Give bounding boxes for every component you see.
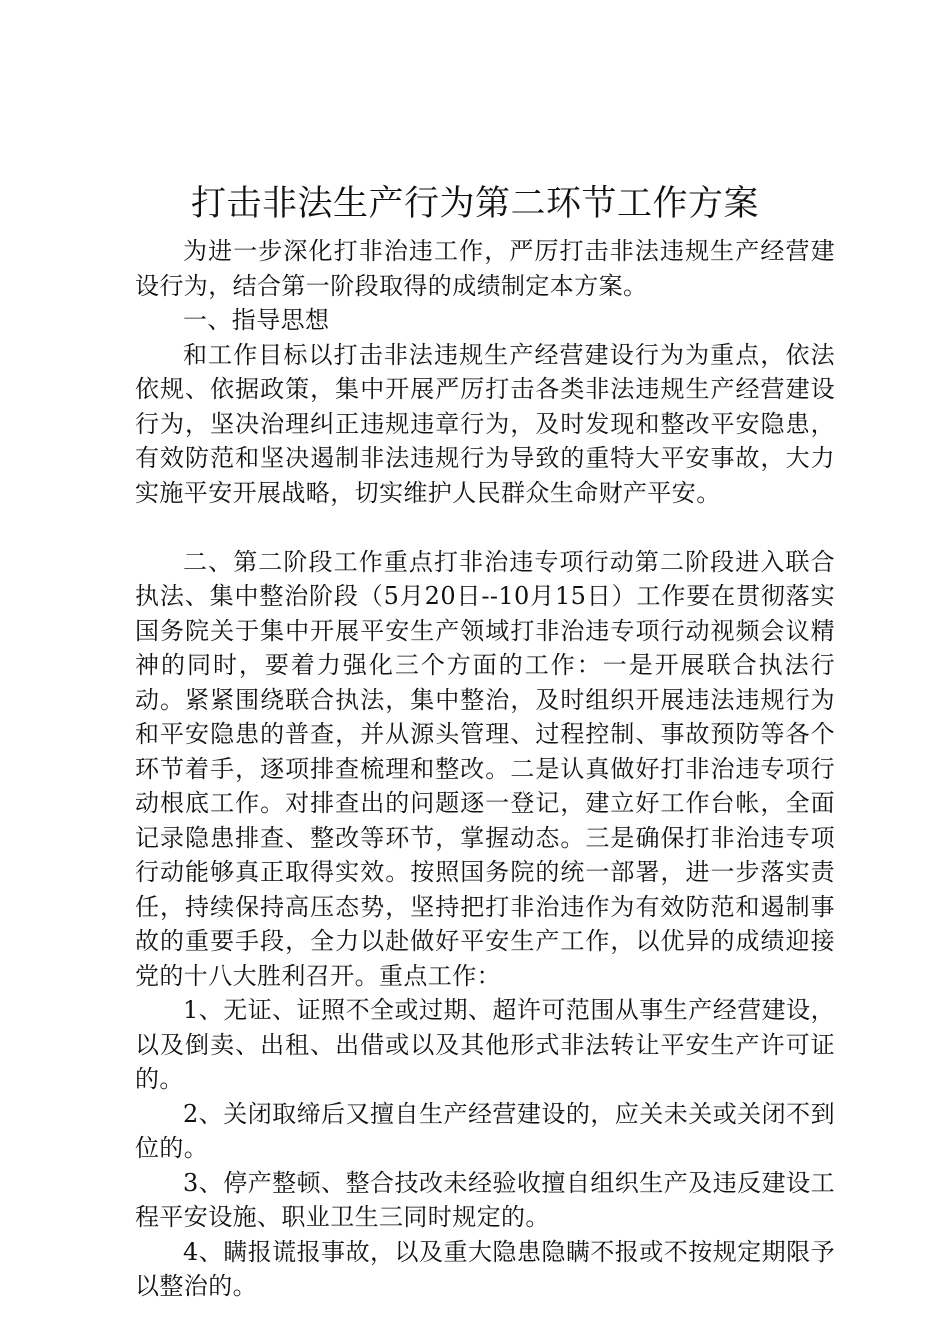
goals-paragraph: 和工作目标以打击非法违规生产经营建设行为为重点，依法依规、依据政策，集中开展严厉打击各类非法违规生产经营建设行为，坚决治理纠正违规违章行为，及时发现和整改平安隐患，有效防范和坚决遏制非法违规行为导致的重特大平安事故，大力实施平安开展战略，切实维护人民群众生命财产平安。 (135, 340, 835, 507)
key-item-3: 3、停产整顿、整合技改未经验收擅自组织生产及违反建设工程平安设施、职业卫生三同时规定的。 (135, 1168, 835, 1231)
key-item-4: 4、瞒报谎报事故，以及重大隐患隐瞒不报或不按规定期限予以整治的。 (135, 1237, 835, 1300)
key-item-2: 2、关闭取缔后又擅自生产经营建设的，应关未关或关闭不到位的。 (135, 1099, 835, 1162)
document-title: 打击非法生产行为第二环节工作方案 (190, 184, 759, 224)
key-item-1: 1、无证、证照不全或过期、超许可范围从事生产经营建设，以及倒卖、出租、出借或以及其他形式非法转让平安生产许可证的。 (135, 996, 835, 1093)
section-heading-guiding-thought: 一、指导思想 (183, 306, 330, 334)
document-body (135, 234, 835, 1304)
intro-paragraph: 为进一步深化打非治违工作，严厉打击非法违规生产经营建设行为，结合第一阶段取得的成绩制定本方案。 (135, 237, 835, 300)
second-stage-paragraph: 二、第二阶段工作重点打非治违专项行动第二阶段进入联合执法、集中整治阶段（5月20日--10月15日）工作要在贯彻落实国务院关于集中开展平安生产领域打非治违专项行动视频会议精神的同时，要着力强化三个方面的工作：一是开展联合执法行动。紧紧围绕联合执法，集中整治，及时组织开展违法违规行为和平安隐患的普查，并从源头管理、过程控制、事故预防等各个环节着手，逐项排查梳理和整改。二是认真做好打非治违专项行动根底工作。对排查出的问题逐一登记，建立好工作台帐，全面记录隐患排查、整改等环节，掌握动态。三是确保打非治违专项行动能够真正取得实效。按照国务院的统一部署，进一步落实责任，持续保持高压态势，坚持把打非治违作为有效防范和遏制事故的重要手段，全力以赴做好平安生产工作，以优异的成绩迎接党的十八大胜利召开。重点工作： (135, 547, 835, 990)
